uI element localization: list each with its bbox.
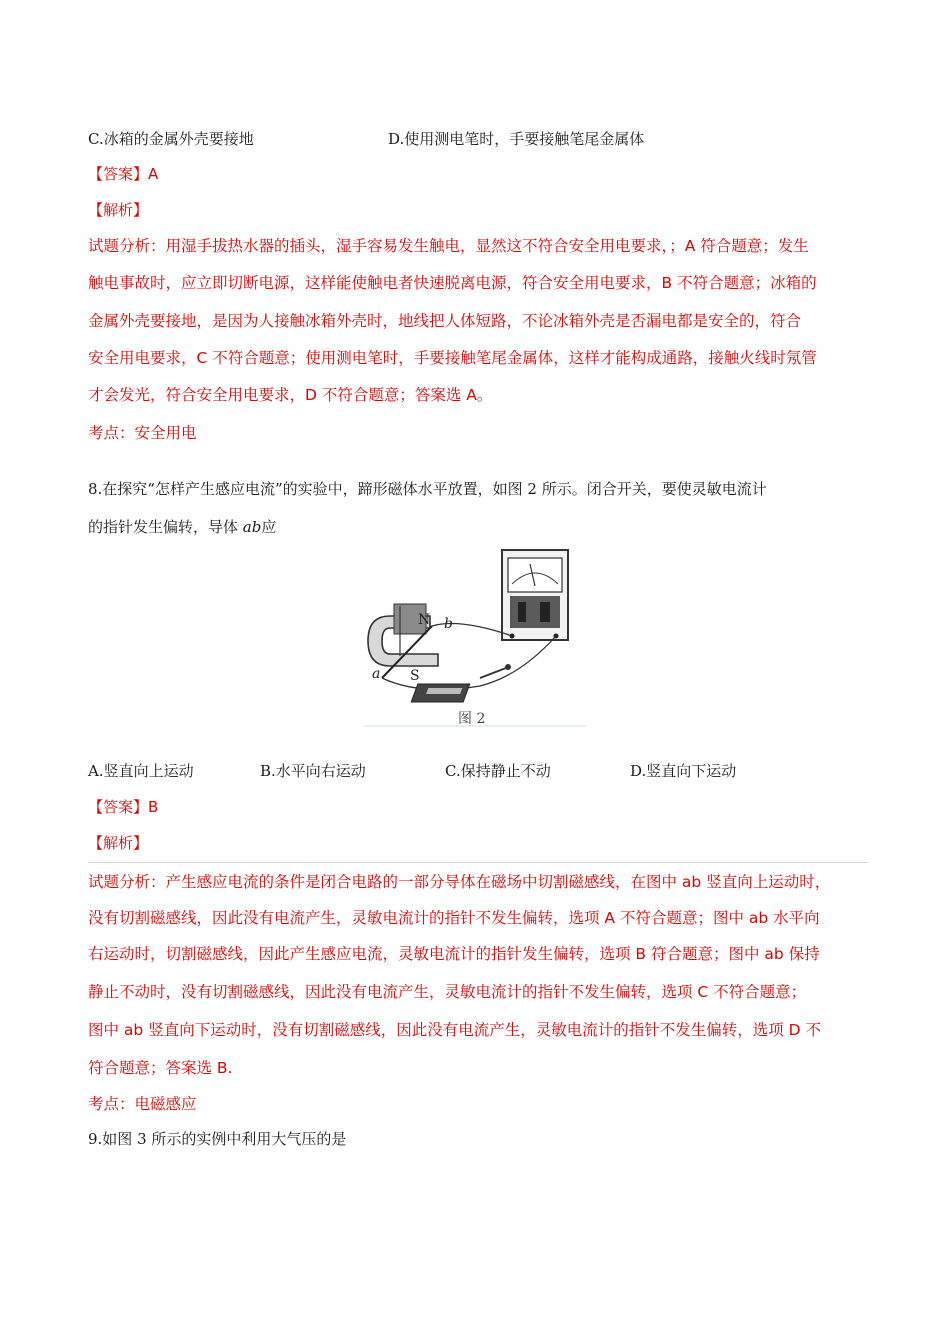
answer-label: 【答案】B: [88, 798, 159, 816]
figure-caption: 图 2: [458, 711, 486, 727]
stem-text: 应: [261, 518, 277, 536]
answer-label: 【答案】A: [88, 165, 159, 183]
analysis-label: 【解析】: [88, 201, 149, 219]
option-d: D.使用测电笔时，手要接触笔尾金属体: [388, 130, 645, 148]
option-c: C.保持静止不动: [445, 762, 551, 780]
analysis-line: 试题分析：产生感应电流的条件是闭合电路的一部分导体在磁场中切割磁感线，在图中 ab 竖直向上运动时，: [88, 873, 831, 891]
analysis-line: 才会发光，符合安全用电要求，D 不符合题意；答案选 A。: [88, 386, 493, 404]
analysis-label: 【解析】: [88, 834, 149, 852]
figure-2: [360, 546, 590, 736]
label-b: b: [444, 616, 453, 632]
option-c: C.冰箱的金属外壳要接地: [88, 130, 254, 148]
divider: [88, 862, 868, 863]
stem-text: 的指针发生偏转，导体: [88, 518, 243, 536]
kaodian-label: 考点：电磁感应: [88, 1095, 197, 1113]
analysis-line: 试题分析：用湿手拔热水器的插头，湿手容易发生触电，显然这不符合安全用电要求，；A 符合题意；发生: [88, 237, 809, 255]
label-s: S: [410, 668, 420, 684]
option-b: B.水平向右运动: [260, 762, 366, 780]
question-stem-line2: [88, 516, 276, 537]
analysis-line: 金属外壳要接地，是因为人接触冰箱外壳时，地线把人体短路，不论冰箱外壳是否漏电都是安全的，符合: [88, 312, 802, 330]
analysis-line: 静止不动时，没有切割磁感线，因此没有电流产生，灵敏电流计的指针不发生偏转，选项 C 不符合题意；: [88, 983, 807, 1001]
conductor-variable: ab: [242, 518, 262, 536]
analysis-line: 触电事故时，应立即切断电源，这样能使触电者快速脱离电源，符合安全用电要求，B 不符合题意；冰箱的: [88, 274, 817, 292]
analysis-line: 右运动时，切割磁感线，因此产生感应电流，灵敏电流计的指针发生偏转，选项 B 符合题意；图中 ab 保持: [88, 945, 820, 963]
analysis-line: 没有切割磁感线，因此没有电流产生，灵敏电流计的指针不发生偏转，选项 A 不符合题意；图中 ab 水平向: [88, 909, 820, 927]
label-a: a: [372, 666, 381, 682]
option-a: A.竖直向上运动: [88, 762, 194, 780]
question-stem: 9.如图 3 所示的实例中利用大气压的是: [88, 1130, 347, 1148]
option-d: D.竖直向下运动: [630, 762, 737, 780]
analysis-line: 图中 ab 竖直向下运动时，没有切割磁感线，因此没有电流产生，灵敏电流计的指针不发生偏转，选项 D 不: [88, 1021, 821, 1039]
analysis-line: 符合题意；答案选 B.: [88, 1059, 233, 1077]
question-stem: 8.在探究“怎样产生感应电流”的实验中，蹄形磁体水平放置，如图 2 所示。闭合开关，要使灵敏电流计: [88, 480, 767, 498]
label-n: N: [418, 612, 431, 628]
kaodian-label: 考点：安全用电: [88, 424, 197, 442]
analysis-line: 安全用电要求，C 不符合题意；使用测电笔时，手要接触笔尾金属体，这样才能构成通路，接触火线时氖管: [88, 349, 817, 367]
